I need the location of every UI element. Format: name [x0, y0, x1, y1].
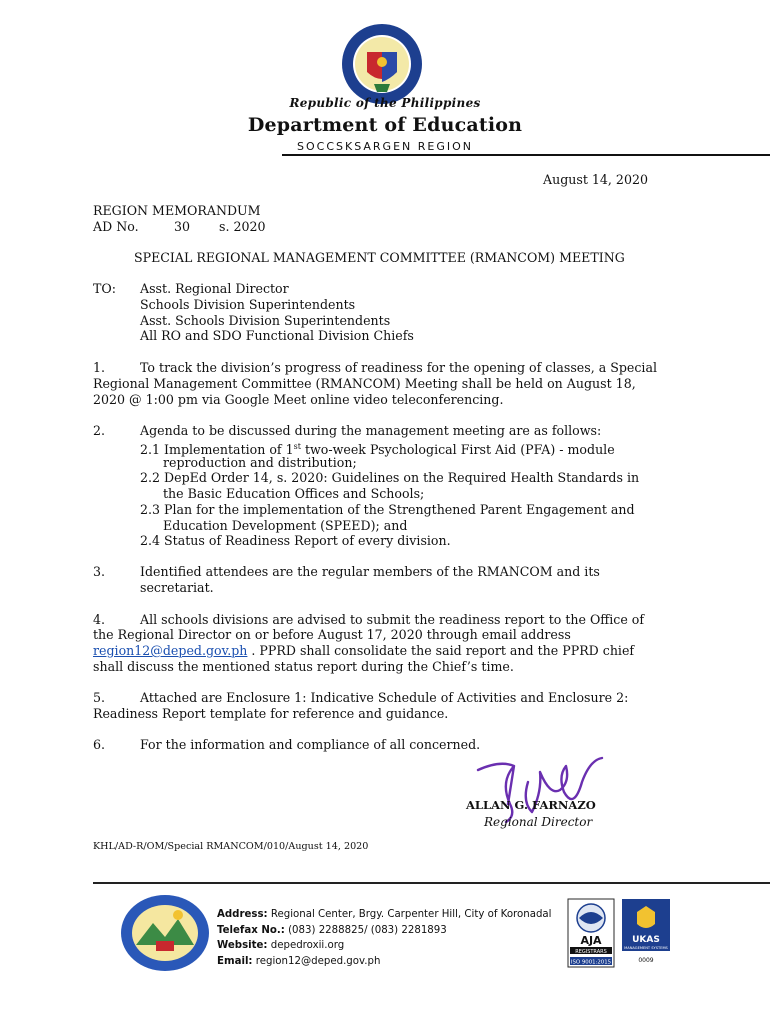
paragraph-5-line: Readiness Report template for reference and guidance. [93, 706, 449, 721]
address-value: Regional Center, Brgy. Carpenter Hill, City of Koronadal [270, 909, 552, 920]
paragraph-1-line: To track the division’s progress of readiness for the opening of classes, a Special [140, 360, 657, 375]
footer-divider [93, 882, 770, 884]
signatory-name: ALLAN G. FARNAZO [466, 798, 596, 812]
memo-subject: SPECIAL REGIONAL MANAGEMENT COMMITTEE (RMANCOM) MEETING [134, 250, 625, 265]
website-label: Website: [217, 940, 268, 951]
memo-date: August 14, 2020 [543, 172, 648, 187]
paragraph-3-line: secretariat. [140, 580, 214, 595]
paragraph-2-intro: Agenda to be discussed during the management meeting are as follows: [140, 423, 602, 438]
recipient: Asst. Regional Director [140, 281, 289, 296]
telefax-value: (083) 2288825/ (083) 2281893 [288, 924, 447, 936]
paragraph-number: 5. [93, 690, 106, 705]
aja-iso: ISO 9001:2015 [570, 959, 612, 966]
agenda-text: two-week Psychological First Aid (PFA) - module [300, 442, 615, 458]
department-heading: Department of Education [247, 114, 523, 136]
paragraph-1-line: 2020 @ 1:00 pm via Google Meet online video teleconferencing. [93, 392, 504, 407]
reference-code: KHL/AD-R/OM/Special RMANCOM/010/August 14, 2020 [93, 841, 369, 852]
aja-certification-icon [567, 898, 615, 968]
recipient: Asst. Schools Division Superintendents [140, 313, 391, 328]
agenda-item: 2.2 DepEd Order 14, s. 2020: Guidelines on the Required Health Standards in [140, 470, 640, 485]
footer-contact [217, 907, 552, 969]
aja-label: AJA [580, 934, 602, 947]
footer-telefax-line [217, 923, 552, 939]
footer-address-line [217, 907, 552, 923]
paragraph-4-line: the Regional Director on or before August 17, 2020 through email address [93, 627, 571, 642]
region-heading: SOCCSKSARGEN REGION [297, 140, 473, 153]
memo-ad-prefix: AD No. [93, 219, 139, 234]
ukas-sub: MANAGEMENT SYSTEMS [624, 946, 668, 950]
paragraph-4-text: . PPRD shall consolidate the said report and the PPRD chief [247, 643, 635, 658]
paragraph-number: 1. [93, 360, 106, 375]
email-value[interactable]: region12@deped.gov.ph [255, 955, 381, 967]
memo-type: REGION MEMORANDUM [93, 203, 261, 218]
agenda-item: 2.3 Plan for the implementation of the Strengthened Parent Engagement and [140, 502, 635, 517]
aja-sub: REGISTRARS [575, 949, 607, 955]
ukas-certification-icon [621, 898, 671, 968]
agenda-superscript: st [293, 442, 301, 451]
ukas-label: UKAS [632, 935, 660, 945]
agenda-item: the Basic Education Offices and Schools; [163, 486, 425, 501]
paragraph-5-line: Attached are Enclosure 1: Indicative Schedule of Activities and Enclosure 2: [140, 690, 629, 705]
footer-email-line [217, 954, 552, 970]
to-label: TO: [93, 281, 116, 296]
agenda-text: 2.1 Implementation of 1 [140, 442, 294, 458]
ukas-number: 0009 [638, 957, 654, 964]
website-value[interactable]: depedroxii.org [270, 940, 345, 951]
signatory-title: Regional Director [484, 815, 593, 829]
memo-series: s. 2020 [219, 219, 266, 234]
header-divider [282, 154, 770, 156]
email-label: Email: [217, 955, 253, 967]
paragraph-3-line: Identified attendees are the regular members of the RMANCOM and its [140, 564, 600, 579]
paragraph-4-line: shall discuss the mentioned status report during the Chief’s time. [93, 659, 514, 674]
recipient: Schools Division Superintendents [140, 297, 356, 312]
paragraph-number: 3. [93, 564, 106, 579]
paragraph-number: 2. [93, 423, 106, 438]
paragraph-number: 4. [93, 612, 106, 627]
regional-seal-icon [118, 893, 212, 973]
memo-ad-number: 30 [174, 219, 191, 234]
email-link[interactable]: region12@deped.gov.ph [93, 643, 248, 658]
telefax-label: Telefax No.: [217, 924, 285, 936]
paragraph-1-line: Regional Management Committee (RMANCOM) Meeting shall be held on August 18, [93, 376, 636, 391]
address-label: Address: [217, 909, 268, 920]
recipient: All RO and SDO Functional Division Chiefs [140, 328, 414, 343]
footer-website-line [217, 938, 552, 954]
paragraph-number: 6. [93, 737, 106, 752]
paragraph-4-line [93, 643, 634, 659]
agenda-item: Education Development (SPEED); and [163, 518, 408, 533]
deped-seal-icon [340, 22, 424, 106]
agenda-item: 2.4 Status of Readiness Report of every division. [140, 533, 451, 548]
republic-heading: Republic of the Philippines [289, 96, 481, 110]
agenda-item: reproduction and distribution; [163, 455, 357, 470]
paragraph-6-line: For the information and compliance of all concerned. [140, 737, 481, 752]
paragraph-4-line: All schools divisions are advised to submit the readiness report to the Office of [140, 612, 645, 627]
